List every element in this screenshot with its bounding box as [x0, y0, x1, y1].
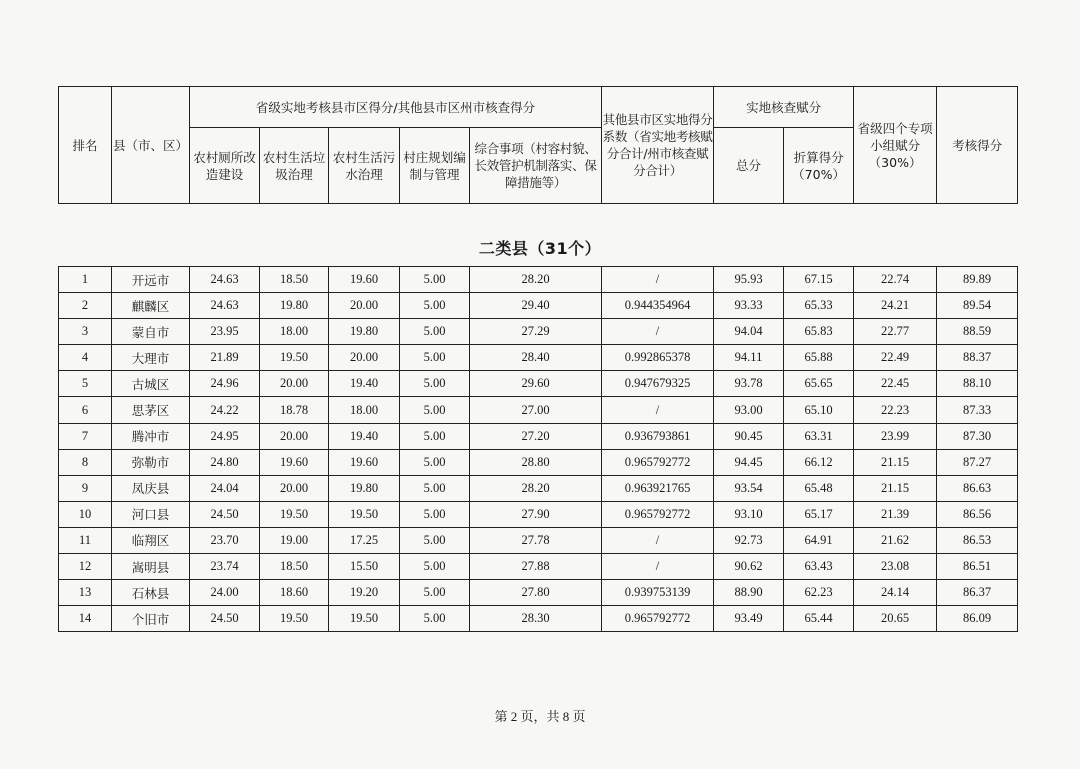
cell-name: 河口县	[112, 501, 190, 527]
table-row	[59, 293, 1018, 319]
cell-name: 思茅区	[112, 397, 190, 423]
cell-garbage: 18.50	[260, 267, 329, 293]
header-county: 县（市、区）	[112, 87, 190, 204]
cell-planning: 5.00	[400, 527, 470, 553]
cell-garbage: 18.50	[260, 554, 329, 580]
header-garbage: 农村生活垃圾治理	[260, 128, 329, 204]
cell-total: 90.62	[714, 554, 784, 580]
cell-converted: 65.48	[784, 475, 854, 501]
cell-sewage: 15.50	[329, 554, 400, 580]
cell-final: 89.54	[937, 293, 1018, 319]
cell-comprehensive: 28.20	[470, 475, 602, 501]
header-comprehensive: 综合事项（村容村貌、长效管护机制落实、保障措施等）	[470, 128, 602, 204]
cell-converted: 65.65	[784, 371, 854, 397]
cell-sewage: 20.00	[329, 345, 400, 371]
cell-converted: 67.15	[784, 267, 854, 293]
cell-planning: 5.00	[400, 267, 470, 293]
cell-toilet: 24.22	[190, 397, 260, 423]
cell-garbage: 19.50	[260, 345, 329, 371]
cell-rank: 11	[59, 527, 112, 553]
cell-name: 嵩明县	[112, 554, 190, 580]
cell-garbage: 19.80	[260, 293, 329, 319]
cell-name: 临翔区	[112, 527, 190, 553]
cell-sewage: 19.50	[329, 501, 400, 527]
cell-final: 86.37	[937, 580, 1018, 606]
cell-sewage: 19.40	[329, 371, 400, 397]
cell-converted: 65.83	[784, 319, 854, 345]
cell-toilet: 24.95	[190, 423, 260, 449]
cell-rank: 14	[59, 606, 112, 632]
cell-comprehensive: 27.80	[470, 580, 602, 606]
cell-garbage: 20.00	[260, 423, 329, 449]
cell-final: 88.10	[937, 371, 1018, 397]
cell-coefficient: 0.965792772	[602, 449, 714, 475]
cell-rank: 13	[59, 580, 112, 606]
header-group-onsite: 省级实地考核县市区得分/其他县市区州市核查得分	[190, 87, 602, 128]
table-row	[59, 319, 1018, 345]
cell-special: 22.74	[854, 267, 937, 293]
table-row	[59, 345, 1018, 371]
cell-toilet: 23.95	[190, 319, 260, 345]
cell-total: 88.90	[714, 580, 784, 606]
cell-rank: 12	[59, 554, 112, 580]
cell-sewage: 19.60	[329, 267, 400, 293]
cell-converted: 65.10	[784, 397, 854, 423]
cell-total: 92.73	[714, 527, 784, 553]
table-row	[59, 580, 1018, 606]
cell-toilet: 21.89	[190, 345, 260, 371]
cell-sewage: 20.00	[329, 293, 400, 319]
cell-special: 21.39	[854, 501, 937, 527]
cell-name: 凤庆县	[112, 475, 190, 501]
cell-planning: 5.00	[400, 397, 470, 423]
cell-coefficient: 0.992865378	[602, 345, 714, 371]
cell-coefficient: 0.963921765	[602, 475, 714, 501]
cell-toilet: 24.80	[190, 449, 260, 475]
table-row	[59, 449, 1018, 475]
cell-garbage: 19.60	[260, 449, 329, 475]
header-special: 省级四个专项小组赋分（30%）	[854, 87, 937, 204]
cell-final: 88.37	[937, 345, 1018, 371]
cell-rank: 4	[59, 345, 112, 371]
cell-final: 88.59	[937, 319, 1018, 345]
cell-garbage: 19.50	[260, 501, 329, 527]
header-group-verify: 实地核查赋分	[714, 87, 854, 128]
cell-converted: 65.33	[784, 293, 854, 319]
cell-rank: 5	[59, 371, 112, 397]
table-row	[59, 423, 1018, 449]
cell-final: 87.27	[937, 449, 1018, 475]
cell-converted: 63.31	[784, 423, 854, 449]
cell-converted: 63.43	[784, 554, 854, 580]
cell-comprehensive: 27.20	[470, 423, 602, 449]
cell-final: 86.53	[937, 527, 1018, 553]
cell-final: 86.63	[937, 475, 1018, 501]
header-coefficient: 其他县市区实地得分系数（省实地考核赋分合计/州市核查赋分合计）	[602, 87, 714, 204]
cell-name: 麒麟区	[112, 293, 190, 319]
cell-total: 94.45	[714, 449, 784, 475]
cell-final: 86.09	[937, 606, 1018, 632]
cell-final: 87.30	[937, 423, 1018, 449]
cell-converted: 66.12	[784, 449, 854, 475]
header-total: 总分	[714, 128, 784, 204]
header-converted: 折算得分（70%）	[784, 128, 854, 204]
cell-name: 石林县	[112, 580, 190, 606]
cell-rank: 2	[59, 293, 112, 319]
cell-converted: 65.17	[784, 501, 854, 527]
cell-comprehensive: 27.29	[470, 319, 602, 345]
cell-planning: 5.00	[400, 580, 470, 606]
cell-planning: 5.00	[400, 606, 470, 632]
cell-rank: 8	[59, 449, 112, 475]
cell-special: 20.65	[854, 606, 937, 632]
cell-planning: 5.00	[400, 319, 470, 345]
cell-name: 开远市	[112, 267, 190, 293]
cell-garbage: 20.00	[260, 371, 329, 397]
cell-rank: 9	[59, 475, 112, 501]
cell-comprehensive: 28.20	[470, 267, 602, 293]
cell-special: 22.45	[854, 371, 937, 397]
table-row	[59, 606, 1018, 632]
cell-comprehensive: 28.80	[470, 449, 602, 475]
cell-total: 94.11	[714, 345, 784, 371]
cell-rank: 7	[59, 423, 112, 449]
cell-special: 22.77	[854, 319, 937, 345]
table-row	[59, 527, 1018, 553]
table-row	[59, 267, 1018, 293]
cell-special: 22.49	[854, 345, 937, 371]
page-number: 第 2 页，共 8 页	[494, 709, 586, 724]
header-rank: 排名	[59, 87, 112, 204]
cell-total: 95.93	[714, 267, 784, 293]
cell-special: 24.14	[854, 580, 937, 606]
cell-rank: 1	[59, 267, 112, 293]
header-planning: 村庄规划编制与管理	[400, 128, 470, 204]
cell-garbage: 18.78	[260, 397, 329, 423]
cell-coefficient: 0.936793861	[602, 423, 714, 449]
cell-toilet: 23.74	[190, 554, 260, 580]
table-row	[59, 554, 1018, 580]
cell-coefficient: /	[602, 554, 714, 580]
cell-planning: 5.00	[400, 293, 470, 319]
table-row	[59, 501, 1018, 527]
cell-toilet: 24.63	[190, 293, 260, 319]
cell-total: 90.45	[714, 423, 784, 449]
cell-toilet: 24.96	[190, 371, 260, 397]
cell-special: 21.62	[854, 527, 937, 553]
table-row	[59, 475, 1018, 501]
cell-sewage: 19.80	[329, 475, 400, 501]
cell-comprehensive: 27.78	[470, 527, 602, 553]
cell-special: 24.21	[854, 293, 937, 319]
section-title: 二类县（31个）	[478, 239, 602, 258]
cell-comprehensive: 29.40	[470, 293, 602, 319]
cell-toilet: 24.00	[190, 580, 260, 606]
table-row	[59, 371, 1018, 397]
cell-name: 腾冲市	[112, 423, 190, 449]
cell-final: 86.51	[937, 554, 1018, 580]
cell-coefficient: 0.944354964	[602, 293, 714, 319]
ranking-table	[58, 266, 1018, 632]
cell-coefficient: /	[602, 267, 714, 293]
cell-comprehensive: 28.40	[470, 345, 602, 371]
cell-name: 蒙自市	[112, 319, 190, 345]
cell-coefficient: 0.965792772	[602, 606, 714, 632]
cell-final: 86.56	[937, 501, 1018, 527]
cell-planning: 5.00	[400, 423, 470, 449]
cell-total: 93.33	[714, 293, 784, 319]
cell-final: 87.33	[937, 397, 1018, 423]
cell-comprehensive: 29.60	[470, 371, 602, 397]
cell-name: 古城区	[112, 371, 190, 397]
cell-planning: 5.00	[400, 345, 470, 371]
cell-converted: 64.91	[784, 527, 854, 553]
cell-sewage: 19.20	[329, 580, 400, 606]
cell-total: 93.49	[714, 606, 784, 632]
cell-coefficient: /	[602, 397, 714, 423]
cell-name: 个旧市	[112, 606, 190, 632]
cell-planning: 5.00	[400, 475, 470, 501]
cell-planning: 5.00	[400, 449, 470, 475]
header-final: 考核得分	[937, 87, 1018, 204]
cell-converted: 65.88	[784, 345, 854, 371]
cell-rank: 6	[59, 397, 112, 423]
cell-rank: 10	[59, 501, 112, 527]
cell-planning: 5.00	[400, 554, 470, 580]
cell-total: 93.54	[714, 475, 784, 501]
cell-coefficient: /	[602, 319, 714, 345]
cell-toilet: 24.50	[190, 606, 260, 632]
cell-total: 93.10	[714, 501, 784, 527]
cell-sewage: 17.25	[329, 527, 400, 553]
cell-converted: 65.44	[784, 606, 854, 632]
cell-final: 89.89	[937, 267, 1018, 293]
table-header	[58, 86, 1018, 204]
cell-special: 21.15	[854, 449, 937, 475]
cell-coefficient: 0.965792772	[602, 501, 714, 527]
cell-total: 94.04	[714, 319, 784, 345]
cell-converted: 62.23	[784, 580, 854, 606]
cell-sewage: 19.40	[329, 423, 400, 449]
cell-special: 21.15	[854, 475, 937, 501]
cell-sewage: 18.00	[329, 397, 400, 423]
cell-comprehensive: 27.90	[470, 501, 602, 527]
cell-sewage: 19.50	[329, 606, 400, 632]
cell-comprehensive: 27.00	[470, 397, 602, 423]
cell-name: 弥勒市	[112, 449, 190, 475]
cell-toilet: 24.04	[190, 475, 260, 501]
cell-special: 23.08	[854, 554, 937, 580]
cell-planning: 5.00	[400, 371, 470, 397]
table-row	[59, 397, 1018, 423]
cell-total: 93.78	[714, 371, 784, 397]
cell-planning: 5.00	[400, 501, 470, 527]
header-sewage: 农村生活污水治理	[329, 128, 400, 204]
cell-sewage: 19.60	[329, 449, 400, 475]
cell-special: 22.23	[854, 397, 937, 423]
cell-name: 大理市	[112, 345, 190, 371]
header-toilet: 农村厕所改造建设	[190, 128, 260, 204]
cell-comprehensive: 28.30	[470, 606, 602, 632]
cell-sewage: 19.80	[329, 319, 400, 345]
cell-total: 93.00	[714, 397, 784, 423]
cell-toilet: 24.50	[190, 501, 260, 527]
cell-garbage: 20.00	[260, 475, 329, 501]
cell-garbage: 18.00	[260, 319, 329, 345]
cell-coefficient: /	[602, 527, 714, 553]
cell-rank: 3	[59, 319, 112, 345]
cell-toilet: 24.63	[190, 267, 260, 293]
cell-garbage: 19.00	[260, 527, 329, 553]
cell-coefficient: 0.939753139	[602, 580, 714, 606]
cell-toilet: 23.70	[190, 527, 260, 553]
cell-special: 23.99	[854, 423, 937, 449]
cell-comprehensive: 27.88	[470, 554, 602, 580]
cell-garbage: 19.50	[260, 606, 329, 632]
cell-garbage: 18.60	[260, 580, 329, 606]
cell-coefficient: 0.947679325	[602, 371, 714, 397]
